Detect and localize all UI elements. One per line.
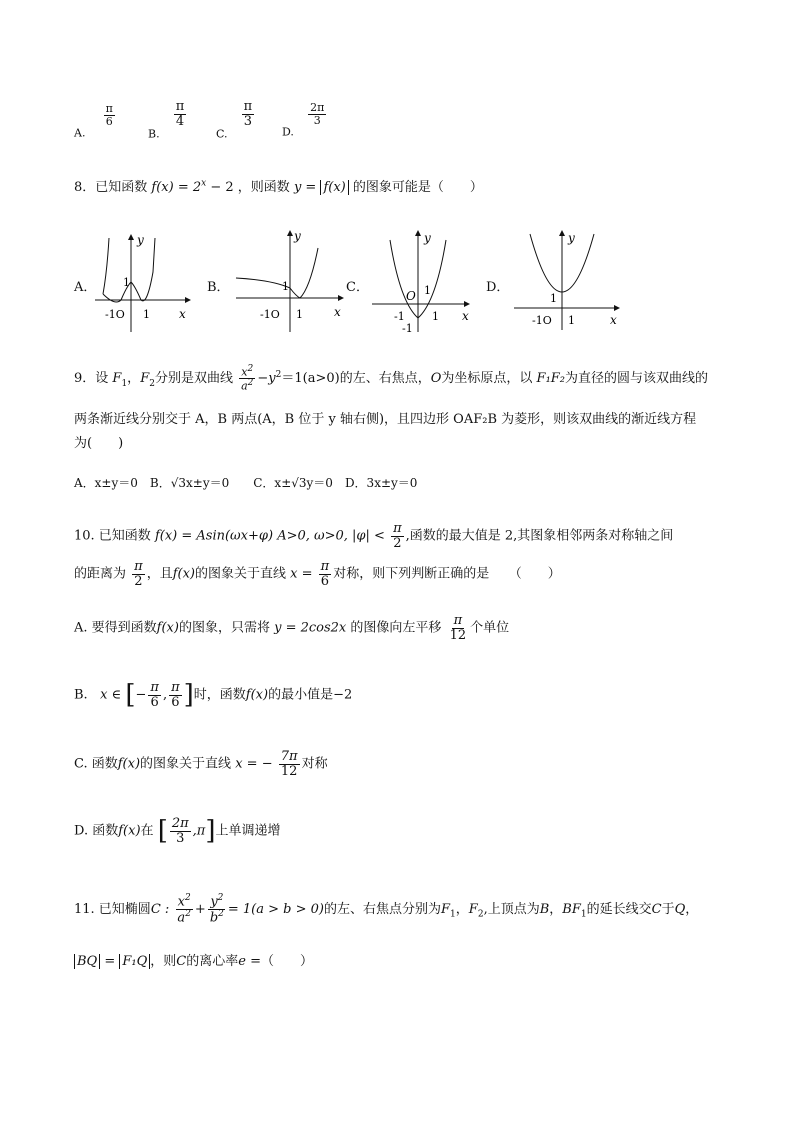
q7-option-d <box>282 102 328 139</box>
q8-graph-a-y: y <box>137 233 144 247</box>
q8-graph-a <box>95 232 195 332</box>
q10-frac-pi12: $\frac{\pi}{12}$ <box>449 613 467 643</box>
q7-option-a-label: A. <box>74 126 86 140</box>
q8-graph-c-tick4: -1 <box>402 322 413 335</box>
q10-frac-pi6: $\frac{\pi}{6}$ <box>320 559 330 589</box>
q8-graph-d-label: D． <box>486 280 510 295</box>
q10-option-b: B. x ∈ [− $\frac{\pi}{6}$ , $\frac{\pi}{6}$ ]时，函数f(x)的最小值是−2 <box>74 679 353 710</box>
q8-graph-a-tick2: -1O <box>105 308 125 321</box>
q7-option-b <box>148 100 188 141</box>
q7-option-a-frac: $\frac{\pi}{6}$ <box>105 102 113 128</box>
q8-graph-b-x: x <box>334 305 341 319</box>
q8-graph-a-tick3: 1 <box>143 308 150 321</box>
q8-graph-b-label: B． <box>207 280 230 295</box>
q10-frac-pi2-b: $\frac{\pi}{2}$ <box>134 559 143 589</box>
q10-frac-pi6-b: $\frac{\pi}{6}$ <box>171 679 180 710</box>
q10-frac-7pi12: $\frac{7\pi}{12}$ <box>280 749 298 779</box>
q11-line-1: 11. 已知椭圆C : $\frac{x^2}{a^2}$ + $\frac{y^2}{b^2}$ = 1(a > b > 0)的左、右焦点分别为$F_1$，$F_2$,上顶点为B，$BF_1$的延长线交C于Q， <box>74 893 699 926</box>
q8-graph-c-label: C． <box>346 280 369 295</box>
q8-graph-d-tick1: 1 <box>550 292 557 305</box>
q11-line-2: BQ = F₁Q ，则C的离心率e =（ ） <box>74 950 313 969</box>
q8-graph-b-tick2: -1O <box>260 308 280 321</box>
q8-graph-a-x: x <box>179 307 186 321</box>
q8-graph-d-tick3: 1 <box>568 314 575 327</box>
q9-line-2: 两条渐近线分别交于 A，B 两点(A，B 位于 y 轴右侧)，且四边形 OAF₂B 为菱形，则该双曲线的渐近线方程 <box>74 412 697 427</box>
q8-graph-d-x: x <box>610 313 617 327</box>
q10-option-c: C. 函数f(x)的图象关于直线 x = − $\frac{7\pi}{12}$ 对称 <box>74 749 328 779</box>
q8-graph-d-tick2: -1O <box>532 314 552 327</box>
q7-option-b-label: B. <box>148 127 160 141</box>
q10-option-a: A. 要得到函数f(x)的图象，只需将 y = 2cos2x 的图像向左平移 $\frac{\pi}{12}$ 个单位 <box>74 613 510 643</box>
q8-graph-c-origin: O <box>406 289 416 303</box>
q7-option-b-frac: $\frac{\pi}{4}$ <box>175 99 185 129</box>
q8-graph-b-tick3: 1 <box>296 308 303 321</box>
q7-option-a <box>74 103 117 140</box>
q8-graph-d <box>510 228 625 332</box>
q10-line-1: 10. 已知函数 f(x) = Asin(ωx+φ) A>0, ω>0, |φ| < $\frac{\pi}{2}$ ,函数的最大值是 2,其图象相邻两条对称轴之间 <box>74 521 674 551</box>
q7-option-c-label: C. <box>216 127 228 141</box>
q8-graph-c-tick1: 1 <box>424 284 431 297</box>
q8-graph-c-x: x <box>462 309 469 323</box>
q9-fraction: $\frac{x^2}{a^2}$ <box>241 364 254 393</box>
q8-graph-c-y: y <box>424 231 431 245</box>
q11-frac-x2a2: $\frac{x^2}{a^2}$ <box>177 893 191 926</box>
q10-frac-neg-pi6: $\frac{\pi}{6}$ <box>150 679 159 710</box>
q7-option-c-frac: $\frac{\pi}{3}$ <box>243 99 253 129</box>
q8-stem: 8．已知函数 $f(x) = 2^x - 2$ ，则函数 y = f(x) 的图象可能是（ ） <box>74 178 483 195</box>
q8-graph-c-tick3: 1 <box>432 310 439 323</box>
q10-line-2: 的距离为 $\frac{\pi}{2}$ ，且f(x)的图象关于直线 x = $\frac{\pi}{6}$ 对称，则下列判断正确的是 （ ） <box>74 559 561 589</box>
q7-option-c <box>216 100 256 141</box>
q8-graph-b-tick1: 1 <box>282 280 289 293</box>
q8-graph-d-y: y <box>568 231 575 245</box>
q8-graph-b <box>232 228 347 336</box>
q8-graph-c <box>368 228 478 336</box>
q9-options: A．x±y＝0 B．√3x±y＝0 C．x±√3y＝0 D．3x±y＝0 <box>74 476 418 490</box>
q10-option-d: D. 函数f(x)在 [ $\frac{2\pi}{3}$ ,π]上单调递增 <box>74 815 281 846</box>
q8-graph-c-tick2: -1 <box>394 310 405 323</box>
q8-graph-a-tick1: 1 <box>123 276 130 289</box>
q7-option-d-label: D. <box>282 125 294 139</box>
q10-frac-pi2: $\frac{\pi}{2}$ <box>393 521 402 551</box>
q11-frac-y2b2: $\frac{y^2}{b^2}$ <box>209 893 224 926</box>
q9-line-3: 为( ) <box>74 436 124 451</box>
q8-graph-b-y: y <box>294 229 301 243</box>
q10-frac-2pi3: $\frac{2\pi}{3}$ <box>171 815 189 846</box>
q7-option-d-frac: $\frac{2\pi}{3}$ <box>310 101 325 127</box>
q9-line-1: 9．设 $F_1$，$F_2$分别是双曲线 $\frac{x^2}{a^2}$ $-y^2=1(a>0)$的左、右焦点，O为坐标原点，以 F₁F₂为直径的圆与该双曲线的 <box>74 364 709 393</box>
q8-graph-a-label: A． <box>74 280 97 295</box>
